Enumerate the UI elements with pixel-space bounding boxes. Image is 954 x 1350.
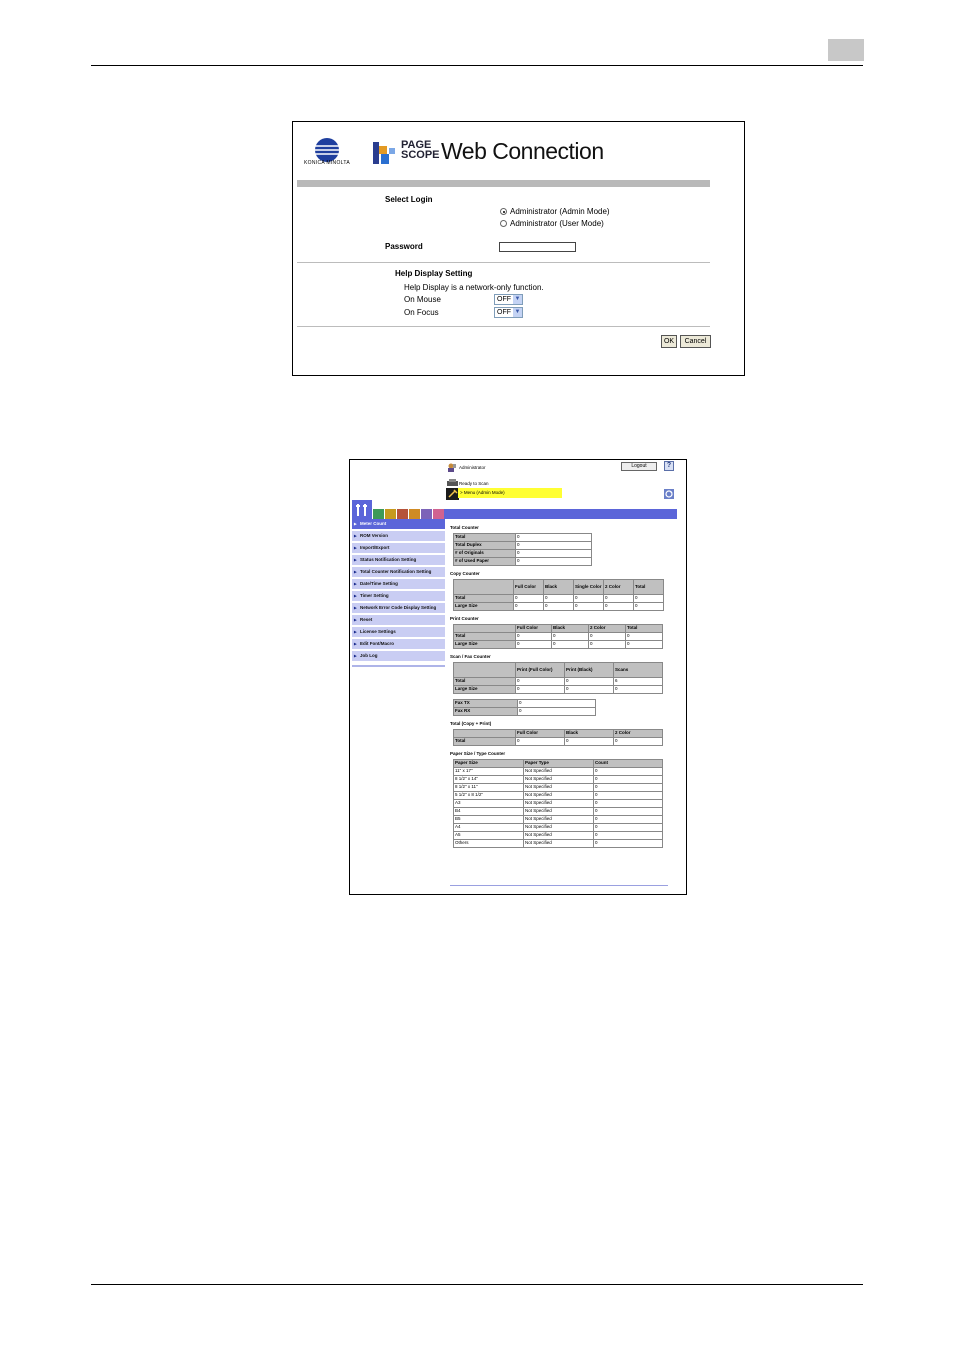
table-row: 5 1/2" x 8 1/2" Not Specified 0 bbox=[454, 792, 663, 800]
table-header-row: Full Color Black Single Color 2 Color Total bbox=[454, 580, 664, 595]
help-display-note: Help Display is a network-only function. bbox=[404, 283, 544, 292]
section-divider bbox=[297, 262, 710, 263]
logout-button[interactable]: Logout bbox=[621, 462, 657, 471]
sidebar-item-timer[interactable]: ▶ Timer Setting bbox=[352, 591, 445, 603]
admin-user-label: Administrator bbox=[459, 465, 486, 470]
table-row: # of Originals 0 bbox=[454, 550, 592, 558]
header-divider bbox=[297, 180, 710, 187]
copy-counter-table bbox=[453, 579, 664, 611]
password-label: Password bbox=[385, 242, 423, 251]
refresh-icon[interactable] bbox=[664, 489, 674, 499]
printer-status-icon bbox=[447, 479, 458, 487]
radio-admin-mode-label: Administrator (Admin Mode) bbox=[510, 207, 610, 216]
on-mouse-select[interactable]: OFF ▼ bbox=[494, 294, 523, 305]
login-screenshot bbox=[292, 121, 745, 376]
table-row: 8 1/2" x 11" Not Specified 0 bbox=[454, 784, 663, 792]
sidebar-item-license[interactable]: ▶ License Settings bbox=[352, 627, 445, 639]
sidebar bbox=[352, 519, 445, 667]
total-counter-table bbox=[453, 533, 592, 566]
on-focus-label: On Focus bbox=[404, 308, 439, 317]
table-row: Fax RX 0 bbox=[454, 708, 596, 716]
table-row: Fax TX 0 bbox=[454, 700, 596, 708]
section-title: Total Counter bbox=[450, 525, 479, 530]
sidebar-item-meter-count[interactable]: ▶ Meter Count bbox=[352, 519, 445, 531]
table-row: B5 Not Specified 0 bbox=[454, 816, 663, 824]
fax-counter-table bbox=[453, 699, 596, 716]
help-display-heading: Help Display Setting bbox=[395, 269, 473, 278]
table-row: Total 0 0 0 bbox=[454, 738, 663, 746]
total-copy-print-table bbox=[453, 729, 663, 746]
on-focus-select[interactable]: OFF ▼ bbox=[494, 307, 523, 318]
page-number-box bbox=[828, 39, 864, 61]
table-row: Large Size 0 0 0 bbox=[454, 686, 663, 694]
brand-name: KONICA MINOLTA bbox=[304, 160, 350, 166]
table-row: Total 0 0 6 bbox=[454, 678, 663, 686]
password-input[interactable] bbox=[499, 242, 576, 252]
menu-breadcrumb[interactable]: > Menu (Admin Mode) bbox=[458, 488, 562, 498]
table-row: A5 Not Specified 0 bbox=[454, 832, 663, 840]
table-row: B4 Not Specified 0 bbox=[454, 808, 663, 816]
sidebar-item-rom-version[interactable]: ▶ ROM Version bbox=[352, 531, 445, 543]
radio-admin-mode[interactable] bbox=[500, 208, 507, 215]
sidebar-item-import-export[interactable]: ▶ Import/Export bbox=[352, 543, 445, 555]
sidebar-item-status-notification[interactable]: ▶ Status Notification Setting bbox=[352, 555, 445, 567]
sidebar-item-total-counter-notification[interactable]: ▶ Total Counter Notification Setting bbox=[352, 567, 445, 579]
print-counter-table bbox=[453, 624, 663, 649]
chevron-down-icon: ▼ bbox=[514, 296, 521, 302]
radio-user-mode-label: Administrator (User Mode) bbox=[510, 219, 604, 228]
administrator-icon bbox=[447, 463, 457, 472]
table-row: A4 Not Specified 0 bbox=[454, 824, 663, 832]
table-row: Large Size 0 0 0 0 0 bbox=[454, 603, 664, 611]
sidebar-item-network-error-code[interactable]: ▶ Network Error Code Display Setting bbox=[352, 603, 445, 615]
device-status: Ready to Scan bbox=[459, 481, 489, 486]
admin-screenshot bbox=[349, 459, 687, 895]
table-row: Total 0 0 0 0 0 bbox=[454, 595, 664, 603]
section-title: Paper Size / Type Counter bbox=[450, 751, 506, 756]
table-row: 11" x 17" Not Specified 0 bbox=[454, 768, 663, 776]
ok-button[interactable]: OK bbox=[661, 335, 677, 348]
table-row: Large Size 0 0 0 0 bbox=[454, 641, 663, 649]
table-row: 8 1/2" x 14" Not Specified 0 bbox=[454, 776, 663, 784]
section-divider bbox=[297, 326, 710, 327]
sidebar-item-date-time[interactable]: ▶ Date/Time Setting bbox=[352, 579, 445, 591]
section-title: Scan / Fax Counter bbox=[450, 654, 491, 659]
table-row: Total Duplex 0 bbox=[454, 542, 592, 550]
sidebar-divider bbox=[352, 665, 445, 667]
table-row: # of Used Paper 0 bbox=[454, 558, 592, 566]
header-rule bbox=[91, 65, 863, 66]
help-button[interactable]: ? bbox=[664, 461, 674, 471]
app-title: Web Connection bbox=[441, 138, 604, 164]
content-bottom-rule bbox=[450, 885, 668, 886]
table-header-row: Print (Full Color) Print (Black) Scans bbox=[454, 663, 663, 678]
table-row: Others Not Specified 0 bbox=[454, 840, 663, 848]
section-title: Total (Copy + Print) bbox=[450, 721, 492, 726]
konica-minolta-logo-icon bbox=[307, 136, 347, 176]
meter-count-content bbox=[450, 523, 670, 853]
table-header-row: Full Color Black 2 Color bbox=[454, 730, 663, 738]
table-header-row: Full Color Black 2 Color Total bbox=[454, 625, 663, 633]
scan-fax-counter-table bbox=[453, 662, 663, 694]
footer-rule bbox=[91, 1284, 863, 1285]
sidebar-item-edit-font-macro[interactable]: ▶ Edit Font/Macro bbox=[352, 639, 445, 651]
section-title: Copy Counter bbox=[450, 571, 480, 576]
table-row: Total 0 0 0 0 bbox=[454, 633, 663, 641]
table-row: A3 Not Specified 0 bbox=[454, 800, 663, 808]
pagescope-logo-icon bbox=[371, 138, 399, 168]
cancel-button[interactable]: Cancel bbox=[680, 335, 711, 348]
paper-counter-table bbox=[453, 759, 663, 848]
on-mouse-label: On Mouse bbox=[404, 295, 441, 304]
section-title: Print Counter bbox=[450, 616, 479, 621]
table-header-row: Paper Size Paper Type Count bbox=[454, 760, 663, 768]
table-row: Total 0 bbox=[454, 534, 592, 542]
content-header-bar bbox=[444, 509, 677, 519]
pagescope-wordmark: PAGE SCOPE bbox=[401, 139, 440, 161]
select-login-label: Select Login bbox=[385, 195, 433, 204]
sidebar-item-job-log[interactable]: ▶ Job Log bbox=[352, 651, 445, 663]
radio-user-mode[interactable] bbox=[500, 220, 507, 227]
sidebar-item-reset[interactable]: ▶ Reset bbox=[352, 615, 445, 627]
chevron-down-icon: ▼ bbox=[514, 309, 521, 315]
